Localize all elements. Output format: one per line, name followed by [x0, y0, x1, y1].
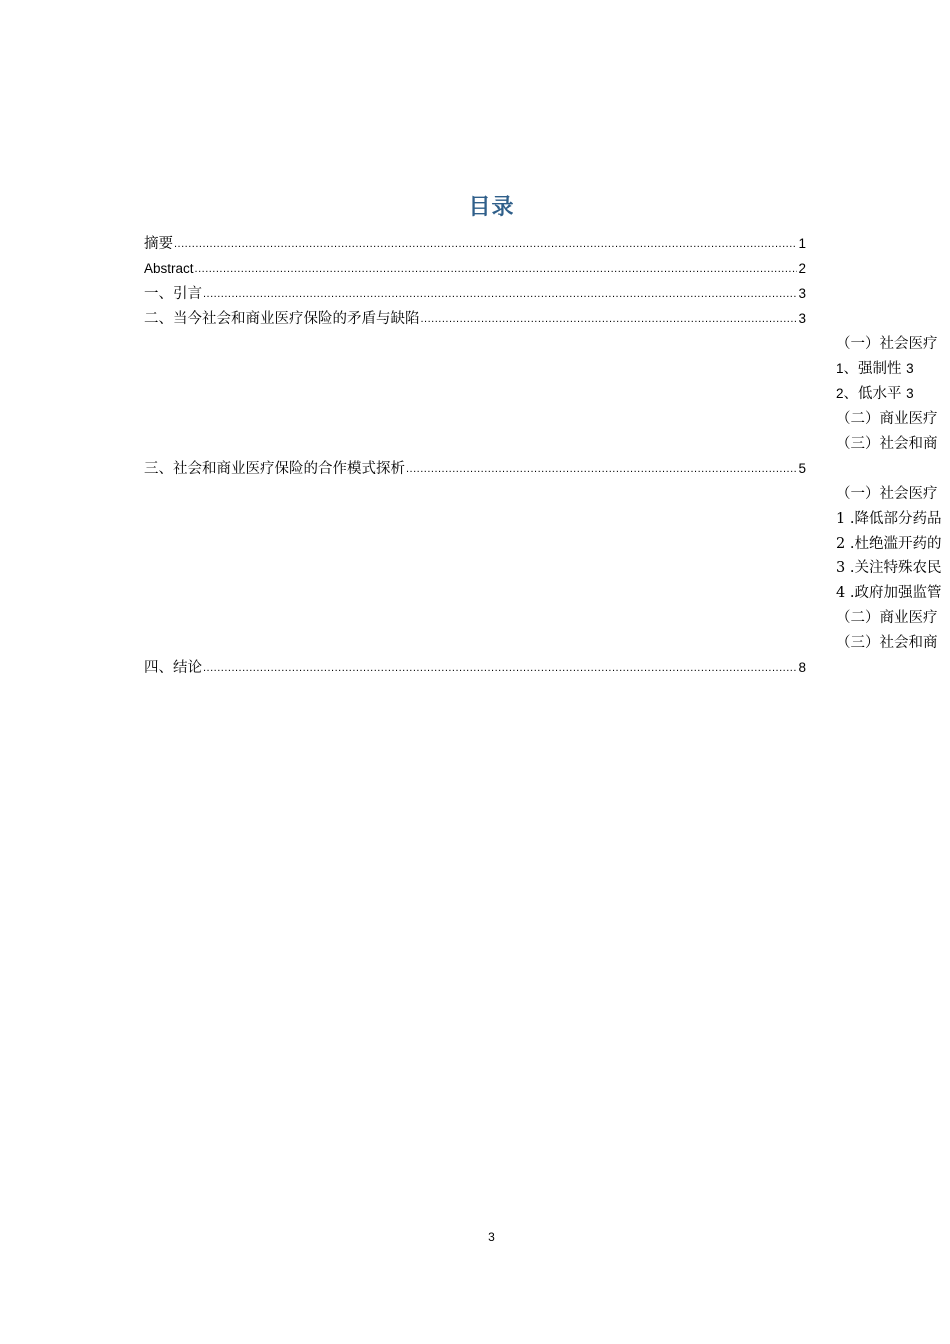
toc-entry-page: 5 [798, 461, 806, 476]
toc-subentry-label: 3 .关注特殊农民 [836, 560, 942, 576]
toc-subentry[interactable] [836, 534, 941, 554]
toc-subentry-label: 4 .政府加强监管 [836, 585, 942, 601]
toc-entry-section-2[interactable] [144, 309, 806, 329]
toc-entry-label: 二、当今社会和商业医疗保险的矛盾与缺陷 [144, 311, 420, 327]
toc-subentry[interactable] [836, 334, 938, 354]
toc-title: 目录 [468, 194, 515, 220]
toc-subentry-label: （一）社会医疗 [836, 336, 938, 352]
toc-subentry-page: 3 [906, 361, 914, 376]
toc-subentry[interactable] [836, 384, 914, 404]
toc-entry-page: 1 [798, 236, 806, 251]
toc-subentry-label: 1 .降低部分药品 [836, 511, 942, 527]
toc-entry-page: 8 [798, 660, 806, 675]
toc-subentry[interactable] [836, 633, 938, 653]
toc-entry-label: 三、社会和商业医疗保险的合作模式探析 [144, 461, 405, 477]
toc-entry-label: Abstract [144, 261, 194, 276]
toc-subentry-label: 、强制性 [843, 361, 907, 377]
page-number: 3 [488, 1230, 495, 1244]
toc-subentry-page: 3 [906, 386, 914, 401]
toc-subentry[interactable] [836, 359, 914, 379]
toc-entry-label: 一、引言 [144, 286, 202, 302]
toc-entry-label: 四、结论 [144, 660, 202, 676]
toc-entry-section-3[interactable] [144, 459, 806, 479]
toc-leader-dots [195, 259, 798, 279]
toc-subentry[interactable] [836, 608, 938, 628]
toc-leader-dots [421, 309, 798, 329]
toc-leader-dots [406, 459, 797, 479]
toc-subentry[interactable] [836, 434, 938, 454]
toc-entry-conclusion[interactable] [144, 658, 806, 678]
toc-entry-page: 3 [798, 311, 806, 326]
toc-subentry-label: （三）社会和商 [836, 635, 938, 651]
toc-subentry-label: （二）商业医疗 [836, 610, 938, 626]
toc-subentry[interactable] [836, 484, 938, 504]
toc-entry-introduction[interactable] [144, 284, 806, 304]
toc-entry-abstract-cn[interactable] [144, 234, 806, 254]
toc-subentry[interactable] [836, 509, 941, 529]
toc-entry-page: 3 [798, 286, 806, 301]
toc-entry-page: 2 [798, 261, 806, 276]
toc-entry-label: 摘要 [144, 236, 173, 252]
toc-subentry[interactable] [836, 409, 938, 429]
toc-subentry-number: 2 [836, 386, 844, 401]
toc-subentry-label: （二）商业医疗 [836, 411, 938, 427]
toc-entry-abstract-en[interactable] [144, 259, 806, 279]
toc-leader-dots [174, 234, 797, 254]
toc-leader-dots [203, 658, 797, 678]
toc-subentry[interactable] [836, 583, 941, 603]
toc-subentry-label: （一）社会医疗 [836, 486, 938, 502]
toc-subentry-label: （三）社会和商 [836, 436, 938, 452]
toc-leader-dots [203, 284, 797, 304]
toc-subentry-label: 、低水平 [843, 386, 907, 402]
toc-subentry-number: 1 [836, 361, 844, 376]
toc-subentry[interactable] [836, 558, 941, 578]
toc-subentry-label: 2 .杜绝滥开药的 [836, 536, 942, 552]
